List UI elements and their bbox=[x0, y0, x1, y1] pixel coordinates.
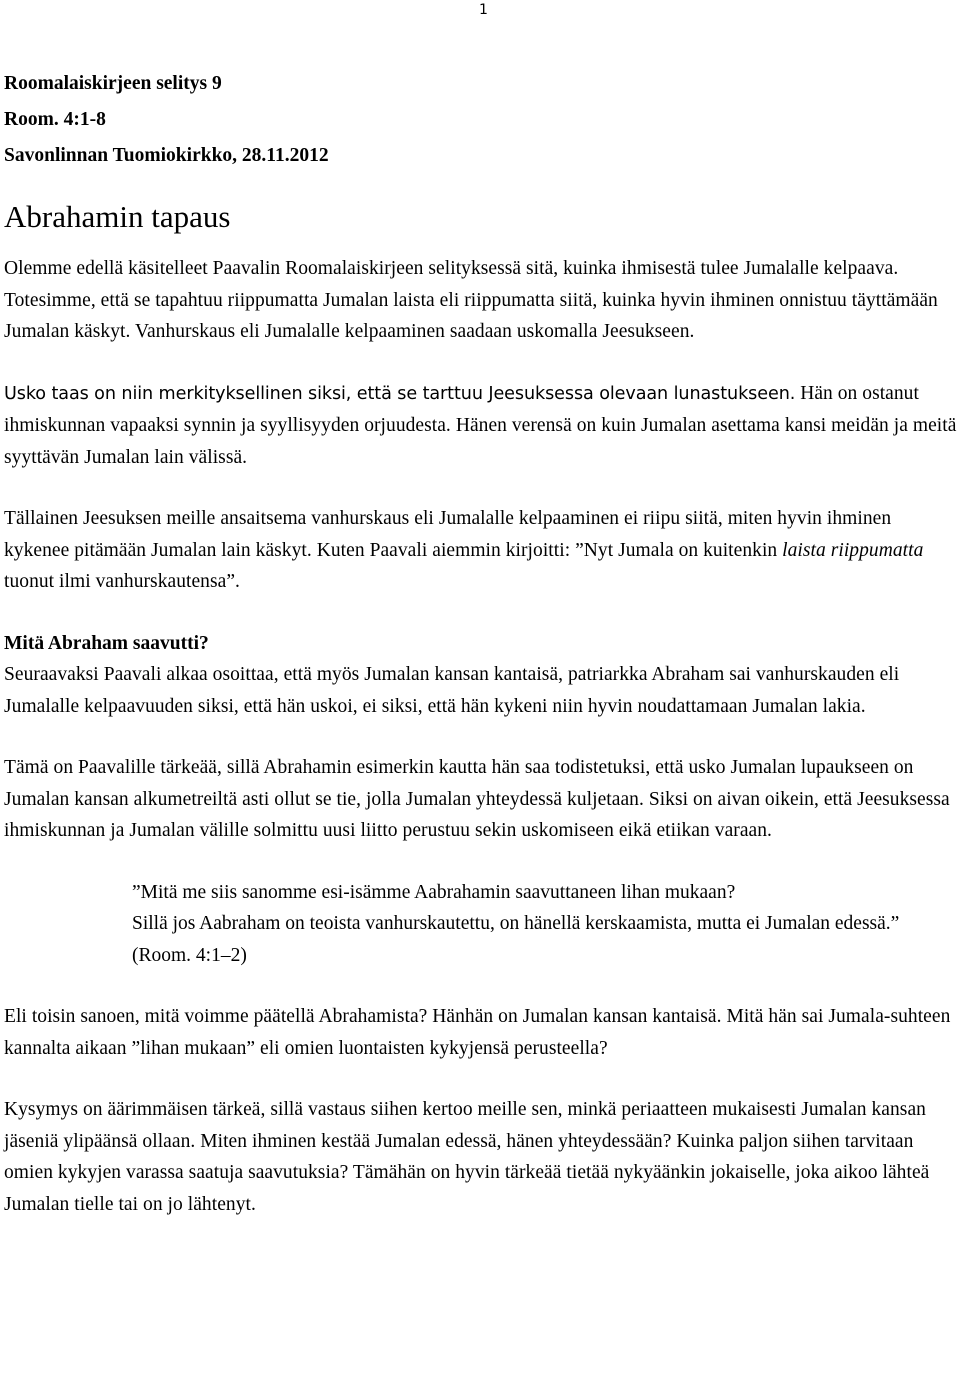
paragraph-faith-sentence-3: Hänen verensä on kuin Jumalan asettama kansi meidän ja meitä syyttävän Jumalan lain välissä. bbox=[4, 415, 957, 468]
header-location-date: Savonlinnan Tuomiokirkko, 28.11.2012 bbox=[4, 145, 329, 166]
paragraph-intro-sentence-1: Olemme edellä käsitelleet Paavalin Roomalaiskirjeen selityksessä sitä, kuinka ihmisestä tulee Jumalalle kelpaava. bbox=[4, 258, 899, 279]
paragraph-righteousness-emphasis: laista riippumatta bbox=[782, 539, 924, 561]
paragraph-importance: Kysymys on äärimmäisen tärkeä, sillä vastaus siihen kertoo meille sen, minkä periaatteen mukaisesti Jumalan kansan jäseniä ylipäänsä ollaan. Miten ihminen kestää Jumalan edessä, hänen yhteydessään? Kuinka paljon siihen tarvitaan omien kykyjen varassa saatuja saavutuksia? Tämähän on hyvin tärkeää tietää nykyäänkin jokaiselle, joka aikoo lähteä Jumalan tielle tai on jo lähtenyt. bbox=[4, 1099, 930, 1215]
paragraph-righteousness-quote-end: tuonut ilmi vanhurskautensa”. bbox=[4, 571, 240, 592]
paragraph-faith bbox=[4, 378, 958, 474]
scripture-quote-line-2: Sillä jos Aabraham on teoista vanhurskautettu, on hänellä kerskaamista, mutta ei Jumalan edessä.” (Room. 4:1–2) bbox=[132, 913, 900, 966]
paragraph-paul-importance: Tämä on Paavalille tärkeää, sillä Abrahamin esimerkin kautta hän saa todistetuksi, että usko Jumalan lupaukseen on Jumalan kansan alkumetreiltä asti ollut se tie, jolla Jumalan yhteydessä kuljetaan. Siksi on aivan oikein, että Jeesuksessa ihmiskunnan ja Jumalan välille solmittu uusi liitto perustuu sekin uskomiseen eikä etiikan varaan. bbox=[4, 757, 950, 841]
header-scripture-reference: Room. 4:1-8 bbox=[4, 109, 106, 130]
document-title: Abrahamin tapaus bbox=[4, 199, 231, 234]
paragraph-righteousness-sentence-1: Tällainen Jeesuksen meille ansaitsema vanhurskaus eli Jumalalle kelpaaminen ei riipu siitä, miten hyvin ihminen kykenee pitämään Jumalan lain käskyt. bbox=[4, 508, 892, 561]
paragraph-abraham: Seuraavaksi Paavali alkaa osoittaa, että myös Jumalan kansan kantaisä, patriarkka Abraham sai vanhurskauden eli Jumalalle kelpaavuuden siksi, että hän uskoi, ei siksi, että hän kykeni niin hyvin noudattamaan Jumalan lakia. bbox=[4, 664, 900, 717]
document-page bbox=[4, 66, 958, 1250]
paragraph-faith-sentence-2: Hän on ostanut ihmiskunnan vapaaksi synnin ja syyllisyyden orjuudesta. bbox=[4, 382, 919, 436]
scripture-quote bbox=[132, 877, 912, 972]
paragraph-intro-sentence-3: Vanhurskaus eli Jumalalle kelpaaminen saadaan uskomalla Jeesukseen. bbox=[134, 321, 695, 342]
paragraph-faith-sentence-1: Usko taas on niin merkityksellinen siksi, että se tarttuu Jeesuksessa olevaan lunastukseen. bbox=[4, 383, 796, 404]
section-heading: Mitä Abraham saavutti? bbox=[4, 632, 209, 654]
paragraph-righteousness-quote-start: Kuten Paavali aiemmin kirjoitti: ”Nyt Jumala on kuitenkin bbox=[316, 539, 778, 561]
paragraph-intro-sentence-2: Totesimme, että se tapahtuu riippumatta Jumalan laista eli riippumatta siitä, kuinka hyvin ihminen onnistuu täyttämään Jumalan käskyt. bbox=[4, 289, 938, 342]
header-series-title: Roomalaiskirjeen selitys 9 bbox=[4, 73, 222, 94]
paragraph-question: Eli toisin sanoen, mitä voimme päätellä Abrahamista? Hänhän on Jumalan kansan kantaisä. Mitä hän sai Jumala-suhteen kannalta aikaan ”lihan mukaan” eli omien luontaisten kykyjensä perusteella? bbox=[4, 1006, 951, 1059]
paragraph-righteousness bbox=[4, 503, 958, 598]
scripture-quote-line-1: ”Mitä me siis sanomme esi-isämme Aabrahamin saavuttaneen lihan mukaan? bbox=[132, 881, 736, 903]
paragraph-intro bbox=[4, 253, 958, 348]
page-number: 1 bbox=[479, 2, 488, 18]
